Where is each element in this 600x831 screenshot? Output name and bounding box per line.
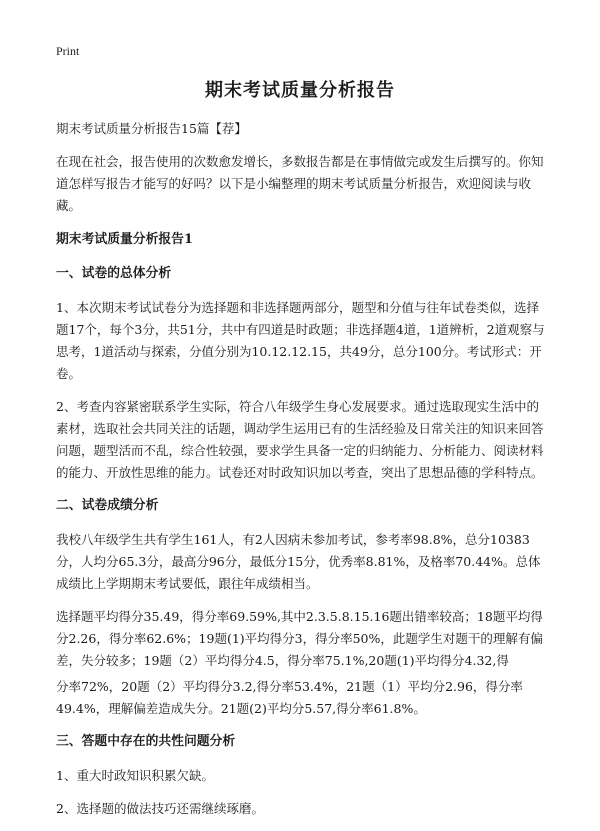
page-title: 期末考试质量分析报告: [205, 80, 395, 101]
paragraph-continued: 分率72%，20题（2）平均得分3.2,得分率53.4%，21题（1）平均分2.96，得分率49.4%，理解偏差造成失分。21题(2)平均分5.57,得分率61.8%。: [56, 679, 523, 716]
section-heading-common-problems: 三、答题中存在的共性问题分析: [56, 734, 236, 749]
paragraph: 选择题平均得分35.49，得分率69.59%,其中2.3.5.8.15.16题出错率较高；18题平均得分2.26，得分率62.6%；19题(1)平均得分3，得分率50%，此题学生对题干的理解有偏差，失分较多；19题（2）平均得分4.5，得分率75.1%,20题(1)平均得分4.32,得: [56, 609, 543, 668]
paragraph: 1、重大时政知识积累欠缺。: [56, 768, 214, 783]
report-heading: 期末考试质量分析报告1: [56, 232, 193, 247]
paragraph: 我校八年级学生共有学生161人，有2人因病未参加考试，参考率98.8%，总分10383分，人均分65.3分，最高分96分，最低分15分，优秀率8.81%，及格率70.44%。总体成绩比上学期期末考试要低，跟往年成绩相当。: [56, 532, 541, 591]
article-subtitle: 期末考试质量分析报告15篇【荐】: [56, 121, 247, 136]
intro-paragraph: 在现在社会，报告使用的次数愈发增长，多数报告都是在事情做完或发生后撰写的。你知道怎样写报告才能写的好吗？以下是小编整理的期末考试质量分析报告，欢迎阅读与收藏。: [56, 154, 544, 213]
section-heading-overall-analysis: 一、试卷的总体分析: [56, 266, 172, 281]
article-body: [56, 118, 548, 831]
section-heading-score-analysis: 二、试卷成绩分析: [56, 498, 159, 513]
paragraph: 2、考查内容紧密联系学生实际，符合八年级学生身心发展要求。通过选取现实生活中的素材，选取社会共同关注的话题，调动学生运用已有的生活经验及日常关注的知识来回答问题，题型活而不乱，综合性较强，要求学生具备一定的归纳能力、分析能力、阅读材料的能力、开放性思维的能力。试卷还对时政知识加以考查，突出了思想品德的学科特点。: [56, 399, 544, 480]
paragraph: 2、选择题的做法技巧还需继续琢磨。: [56, 801, 264, 816]
print-link[interactable]: Print: [56, 44, 80, 58]
paragraph: 1、本次期末考试试卷分为选择题和非选择题两部分，题型和分值与往年试卷类似，选择题17个，每个3分，共51分，共中有四道是时政题；非选择题4道，1道辨析，2道观察与思考，1道活动与探索，分值分别为10.12.12.15，共49分，总分100分。考试形式：开卷。: [56, 300, 545, 381]
